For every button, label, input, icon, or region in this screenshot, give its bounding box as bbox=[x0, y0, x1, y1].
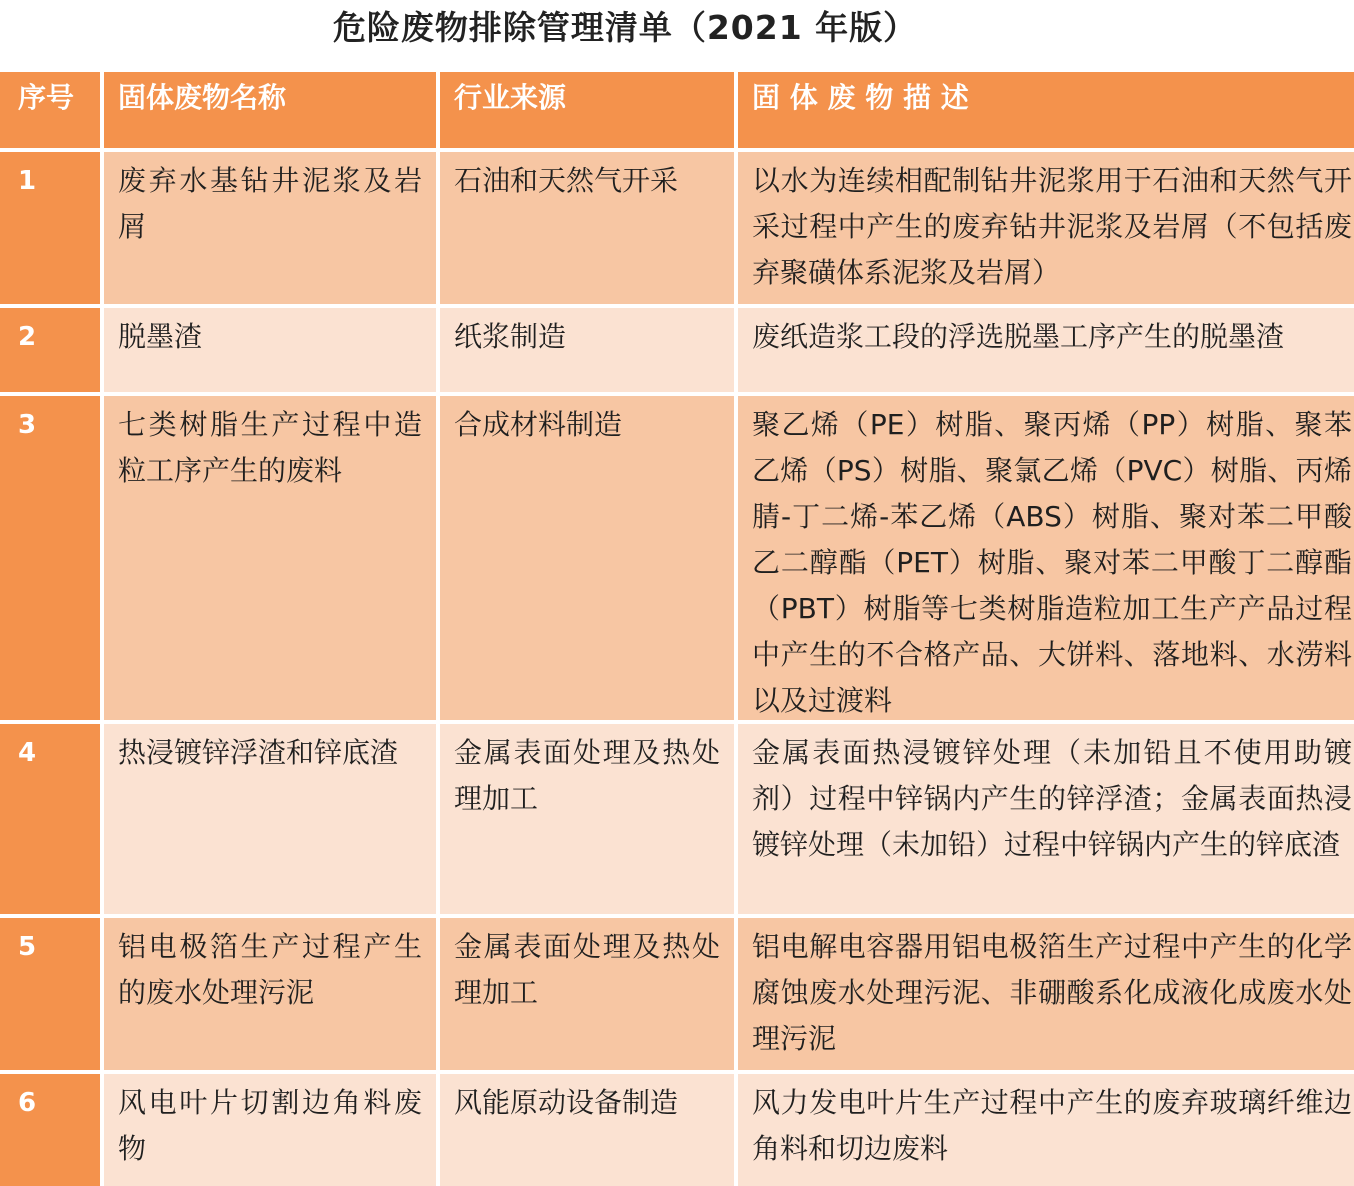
waste-description-cell: 风力发电叶片生产过程中产生的废弃玻璃纤维边角料和切边废料 bbox=[738, 1074, 1354, 1186]
waste-name-cell: 脱墨渣 bbox=[104, 308, 436, 392]
page-title: 危险废物排除管理清单（2021 年版） bbox=[332, 8, 918, 47]
row-number: 6 bbox=[0, 1074, 100, 1186]
row-number: 2 bbox=[0, 308, 100, 392]
waste-description-cell: 聚乙烯（PE）树脂、聚丙烯（PP）树脂、聚苯乙烯（PS）树脂、聚氯乙烯（PVC）树脂、丙烯腈-丁二烯-苯乙烯（ABS）树脂、聚对苯二甲酸乙二醇酯（PET）树脂、聚对苯二甲酸丁二醇酯（PBT）树脂等七类树脂造粒加工生产产品过程中产生的不合格产品、大饼料、落地料、水涝料以及过渡料 bbox=[738, 396, 1354, 720]
industry-source-cell: 石油和天然气开采 bbox=[440, 152, 734, 304]
industry-source-cell: 金属表面处理及热处理加工 bbox=[440, 918, 734, 1070]
industry-source-cell: 纸浆制造 bbox=[440, 308, 734, 392]
header-waste-name: 固体废物名称 bbox=[104, 72, 436, 148]
waste-description-cell: 金属表面热浸镀锌处理（未加铅且不使用助镀剂）过程中锌锅内产生的锌浮渣；金属表面热浸镀锌处理（未加铅）过程中锌锅内产生的锌底渣 bbox=[738, 724, 1354, 914]
row-number: 1 bbox=[0, 152, 100, 304]
industry-source-cell: 风能原动设备制造 bbox=[440, 1074, 734, 1186]
industry-source-cell: 金属表面处理及热处理加工 bbox=[440, 724, 734, 914]
row-number: 3 bbox=[0, 396, 100, 720]
waste-name-cell: 热浸镀锌浮渣和锌底渣 bbox=[104, 724, 436, 914]
waste-name-cell: 铝电极箔生产过程产生的废水处理污泥 bbox=[104, 918, 436, 1070]
waste-description-cell: 铝电解电容器用铝电极箔生产过程中产生的化学腐蚀废水处理污泥、非硼酸系化成液化成废水处理污泥 bbox=[738, 918, 1354, 1070]
waste-name-cell: 废弃水基钻井泥浆及岩屑 bbox=[104, 152, 436, 304]
row-number: 5 bbox=[0, 918, 100, 1070]
waste-exclusion-table bbox=[0, 72, 1354, 1186]
industry-source-cell: 合成材料制造 bbox=[440, 396, 734, 720]
waste-description-cell: 废纸造浆工段的浮选脱墨工序产生的脱墨渣 bbox=[738, 308, 1354, 392]
waste-name-cell: 风电叶片切割边角料废物 bbox=[104, 1074, 436, 1186]
waste-description-cell: 以水为连续相配制钻井泥浆用于石油和天然气开采过程中产生的废弃钻井泥浆及岩屑（不包括废弃聚磺体系泥浆及岩屑） bbox=[738, 152, 1354, 304]
row-number: 4 bbox=[0, 724, 100, 914]
waste-name-cell: 七类树脂生产过程中造粒工序产生的废料 bbox=[104, 396, 436, 720]
header-waste-description: 固 体 废 物 描 述 bbox=[738, 72, 1354, 148]
header-number: 序号 bbox=[0, 72, 100, 148]
header-industry-source: 行业来源 bbox=[440, 72, 734, 148]
